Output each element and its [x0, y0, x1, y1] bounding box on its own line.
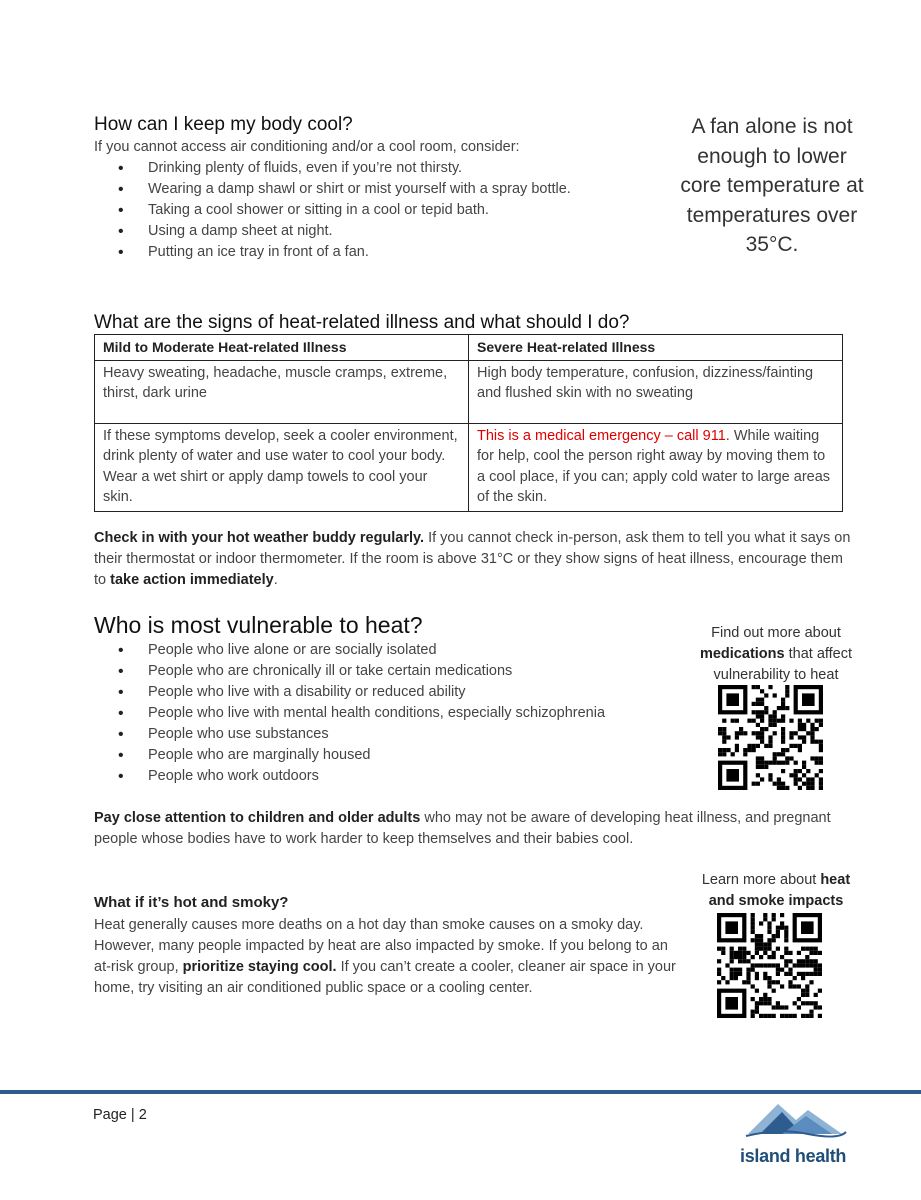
heading-keep-cool: How can I keep my body cool? — [94, 114, 353, 135]
column-mild: Mild to Moderate Heat-related Illness — [95, 335, 469, 361]
checkin-bold-action: take action immediately — [110, 572, 274, 588]
payclose-bold: Pay close attention to children and older adults — [94, 810, 421, 826]
table-header-row — [95, 335, 843, 361]
payclose-text: who may not be aware of developing heat illness, and pregnant people whose bodies have to work harder to keep themselves and their babies cool. — [94, 810, 831, 847]
qr-code-smoke[interactable] — [717, 913, 822, 1018]
qr-caption-bold: medications — [699, 646, 785, 662]
qr-caption-pre: Learn more about — [701, 872, 821, 888]
emergency-text: This is a medical emergency – call 911 — [477, 427, 726, 444]
list-item: • People who live with a disability or reduced ability — [118, 682, 605, 703]
qr-smoke-caption — [690, 870, 862, 912]
payclose-paragraph — [94, 808, 854, 850]
qr-caption-post: that affect vulnerability to heat — [713, 646, 853, 683]
list-item: • Using a damp sheet at night. — [118, 221, 571, 242]
heading-signs: What are the signs of heat-related illness and what should I do? — [94, 312, 630, 333]
table-row — [95, 423, 843, 511]
vulnerable-list — [118, 640, 605, 787]
list-item: • People who live with mental health conditions, especially schizophrenia — [118, 703, 605, 724]
signs-table — [94, 334, 843, 512]
smoky-text-2: If you can’t create a cooler, cleaner air space in your home, try visiting an air conditioned public space or a cooling center. — [94, 959, 676, 996]
island-health-mountain-icon — [738, 1094, 850, 1144]
severe-action-text: . While waiting for help, cool the person right away by moving them to a cool place, if you can; apply cold water to large areas of the skin. — [477, 427, 831, 505]
heading-smoky: What if it’s hot and smoky? — [94, 894, 289, 911]
list-item: • People who are marginally housed — [118, 745, 605, 766]
keep-cool-intro: If you cannot access air conditioning and/or a cool room, consider: — [94, 139, 520, 155]
page-number: Page | 2 — [93, 1107, 147, 1123]
severe-action — [469, 423, 843, 511]
table-row — [95, 360, 843, 423]
list-item: • People who work outdoors — [118, 766, 605, 787]
heading-vulnerable: Who is most vulnerable to heat? — [94, 612, 423, 638]
checkin-bold: Check in with your hot weather buddy regularly. — [94, 530, 425, 546]
smoky-bold: prioritize staying cool. — [182, 959, 337, 975]
qr-caption-pre: Find out more about — [711, 625, 841, 641]
mild-symptoms: Heavy sweating, headache, muscle cramps, extreme, thirst, dark urine — [95, 360, 469, 423]
mild-action: If these symptoms develop, seek a cooler environment, drink plenty of water and use water to cool your body. Wear a wet shirt or apply damp towels to cool your skin. — [95, 423, 469, 511]
list-item: • Taking a cool shower or sitting in a cool or tepid bath. — [118, 200, 571, 221]
qr-code-medications[interactable] — [718, 685, 823, 790]
column-severe: Severe Heat-related Illness — [469, 335, 843, 361]
checkin-end: . — [273, 572, 278, 588]
list-item: • People who are chronically ill or take certain medications — [118, 661, 605, 682]
smoky-paragraph — [94, 915, 684, 999]
checkin-text: If you cannot check in-person, ask them to tell you what it says on their thermostat or indoor thermometer. If the room is above 31°C or they show signs of heat illness, encourage them to — [94, 530, 851, 588]
qr-caption-bold: heat and smoke impacts — [708, 872, 851, 909]
severe-symptoms: High body temperature, confusion, dizziness/fainting and flushed skin with no sweating — [469, 360, 843, 423]
checkin-paragraph — [94, 528, 854, 591]
list-item: • People who use substances — [118, 724, 605, 745]
keep-cool-list — [118, 158, 571, 263]
island-health-logo-text: island health — [740, 1146, 847, 1166]
smoky-text-1: Heat generally causes more deaths on a hot day than smoke causes on a smoky day. However, many people impacted by heat are also impacted by smoke. If you belong to an at-risk group, — [94, 917, 668, 975]
list-item: • Wearing a damp shawl or shirt or mist yourself with a spray bottle. — [118, 179, 571, 200]
list-item: • Putting an ice tray in front of a fan. — [118, 242, 571, 263]
list-item: • Drinking plenty of fluids, even if you’re not thirsty. — [118, 158, 571, 179]
list-item: • People who live alone or are socially isolated — [118, 640, 605, 661]
fan-callout: A fan alone is not enough to lower core temperature at temperatures over 35°C. — [680, 115, 864, 256]
qr-medications-caption — [690, 623, 862, 686]
